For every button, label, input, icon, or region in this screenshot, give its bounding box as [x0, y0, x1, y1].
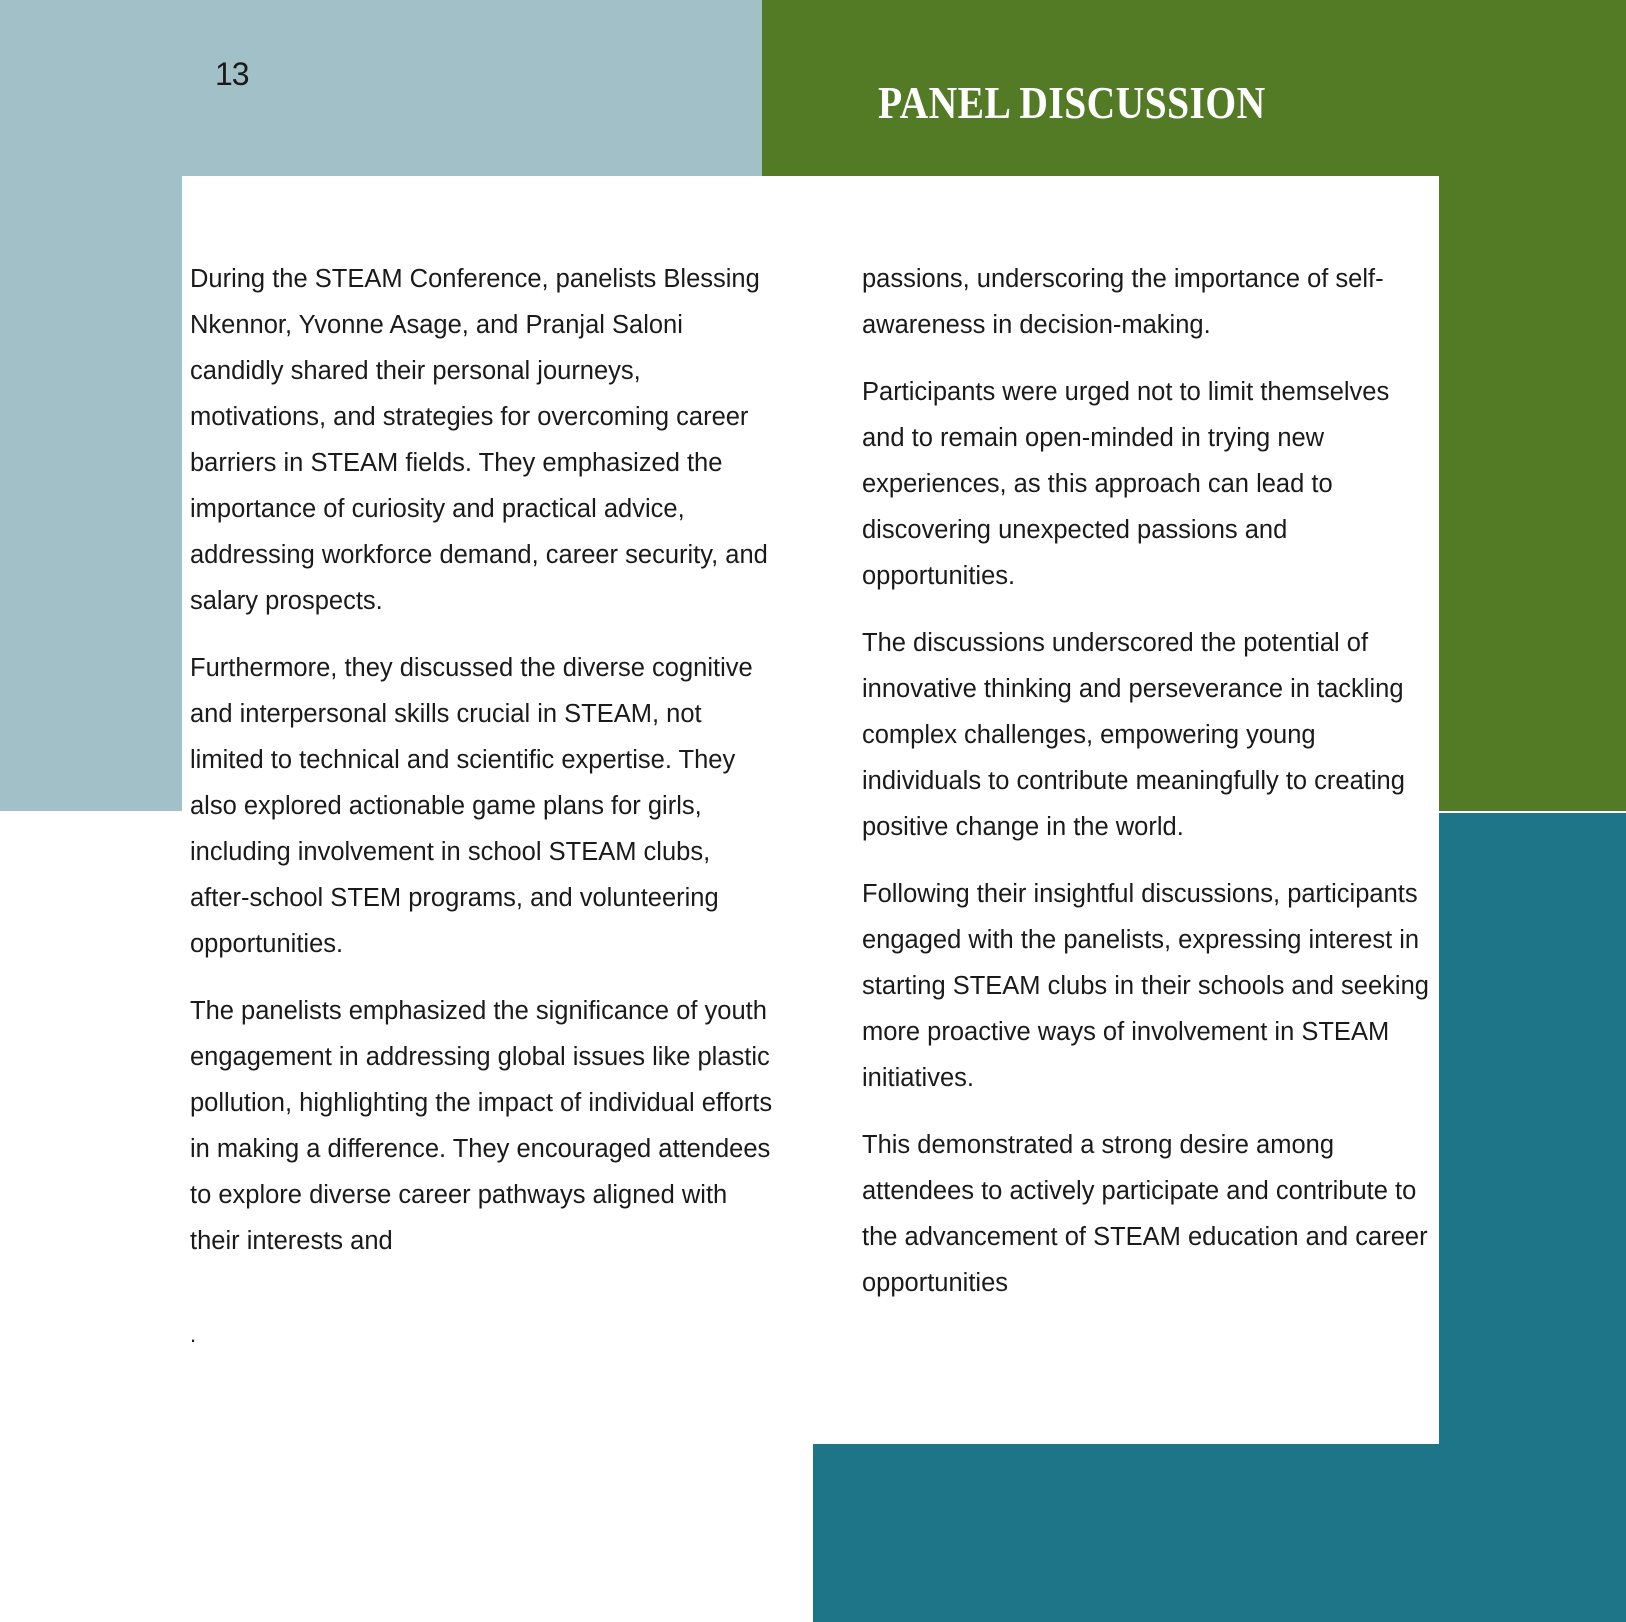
- paragraph: passions, underscoring the importance of self-awareness in decision-making.: [862, 265, 1384, 339]
- left-text-column: [190, 256, 775, 1285]
- page-number: 13: [215, 56, 249, 92]
- paragraph: The panelists emphasized the significance of youth engagement in addressing global issues like plastic pollution, highlighting the impact of individual efforts in making a difference. They encouraged attendees to explore diverse career pathways aligned with their interests and: [190, 997, 773, 1255]
- paragraph: Participants were urged not to limit themselves and to remain open-minded in trying new experiences, as this approach can lead to discovering unexpected passions and opportunities.: [862, 378, 1390, 590]
- section-title: PANEL DISCUSSION: [878, 77, 1266, 128]
- paragraph: Furthermore, they discussed the diverse cognitive and interpersonal skills crucial in STEAM, not limited to technical and scientific expertise. They also explored actionable game plans for girls, including involvement in school STEAM clubs, after-school STEM programs, and volunteering opportunities.: [190, 654, 753, 958]
- paragraph: The discussions underscored the potential of innovative thinking and perseverance in tackling complex challenges, empowering young individuals to contribute meaningfully to creating positive change in the world.: [862, 629, 1405, 841]
- trailing-mark: .: [190, 1322, 197, 1347]
- paragraph: During the STEAM Conference, panelists Blessing Nkennor, Yvonne Asage, and Pranjal Saloni candidly shared their personal journeys, motivations, and strategies for overcoming career barriers in STEAM fields. They emphasized the importance of curiosity and practical advice, addressing workforce demand, career security, and salary prospects.: [190, 265, 768, 615]
- paragraph: This demonstrated a strong desire among attendees to actively participate and contribute to the advancement of STEAM education and career opportunities: [862, 1131, 1428, 1297]
- right-text-column: [862, 256, 1437, 1327]
- content-card: [182, 176, 1439, 1444]
- paragraph: Following their insightful discussions, participants engaged with the panelists, expressing interest in starting STEAM clubs in their schools and seeking more proactive ways of involvement in STEAM initiatives.: [862, 880, 1429, 1092]
